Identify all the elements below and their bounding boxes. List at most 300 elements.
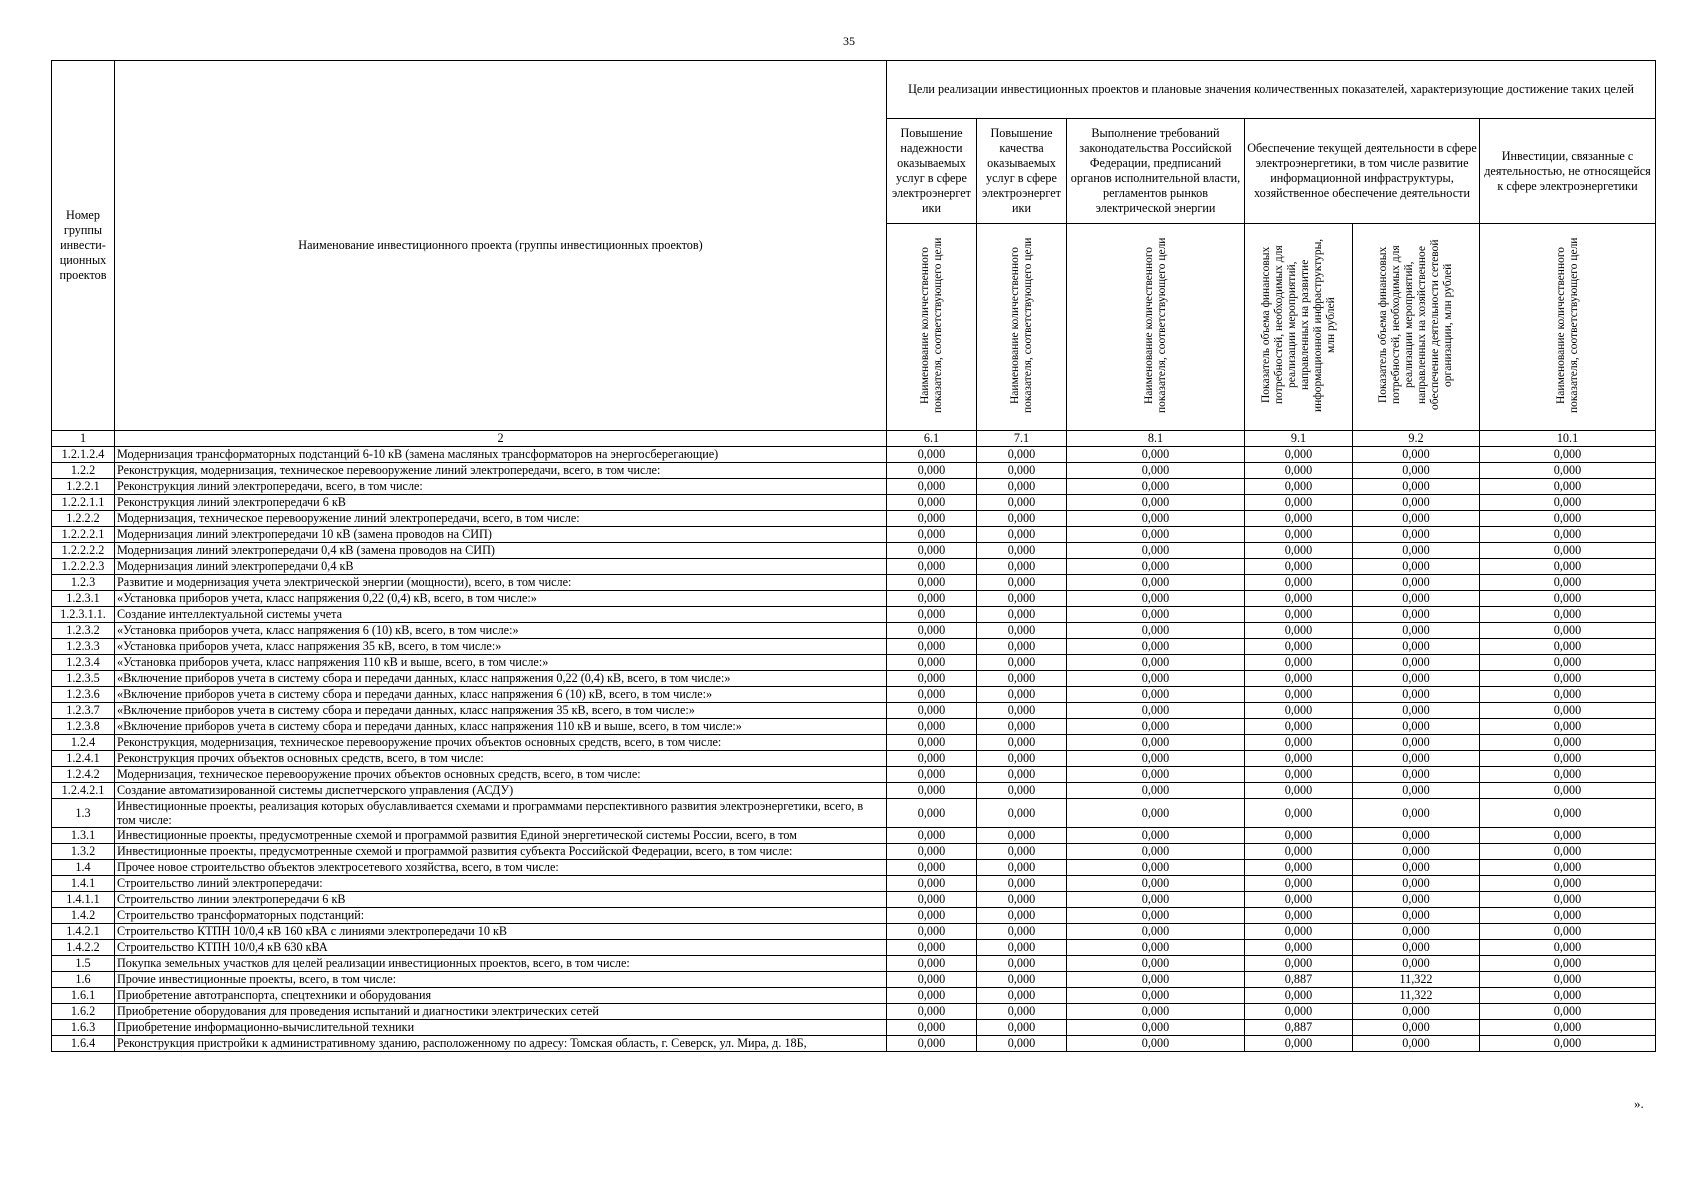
row-name: Строительство трансформаторных подстанций: [115, 908, 887, 924]
row-value: 0,000 [977, 527, 1067, 543]
row-name: «Установка приборов учета, класс напряжения 110 кВ и выше, всего, в том числе:» [115, 655, 887, 671]
row-name: Приобретение оборудования для проведения испытаний и диагностики электрических сетей [115, 1004, 887, 1020]
row-value: 0,000 [1480, 828, 1656, 844]
row-name: Реконструкция линий электропередачи 6 кВ [115, 495, 887, 511]
row-value: 0,000 [977, 799, 1067, 828]
row-value: 0,000 [1353, 940, 1480, 956]
row-value: 0,000 [1480, 719, 1656, 735]
row-value: 0,000 [1245, 940, 1353, 956]
row-value: 0,000 [887, 844, 977, 860]
row-code: 1.2.3.7 [52, 703, 115, 719]
row-value: 0,000 [1353, 1036, 1480, 1052]
row-value: 0,000 [1245, 671, 1353, 687]
row-value: 0,000 [887, 860, 977, 876]
row-code: 1.6.1 [52, 988, 115, 1004]
row-value: 0,000 [1353, 463, 1480, 479]
table-row [52, 972, 1656, 988]
row-value: 0,887 [1245, 972, 1353, 988]
row-value: 0,000 [1480, 623, 1656, 639]
row-value: 0,000 [887, 972, 977, 988]
table-row [52, 828, 1656, 844]
row-value: 0,000 [1245, 799, 1353, 828]
row-value: 0,000 [1480, 956, 1656, 972]
row-value: 0,000 [1480, 543, 1656, 559]
row-value: 0,000 [1067, 463, 1245, 479]
row-value: 0,000 [887, 735, 977, 751]
row-value: 0,000 [1480, 687, 1656, 703]
row-value: 0,000 [1067, 972, 1245, 988]
row-value: 0,000 [1480, 783, 1656, 799]
column-number: 10.1 [1480, 431, 1656, 447]
row-code: 1.4.2.2 [52, 940, 115, 956]
row-value: 0,000 [1245, 447, 1353, 463]
column-number: 6.1 [887, 431, 977, 447]
row-value: 0,000 [977, 543, 1067, 559]
row-value: 0,000 [887, 956, 977, 972]
row-value: 0,000 [977, 463, 1067, 479]
row-value: 0,000 [887, 828, 977, 844]
row-name: Модернизация, техническое перевооружение линий электропередачи, всего, в том числе: [115, 511, 887, 527]
row-value: 0,000 [1245, 623, 1353, 639]
row-value: 0,000 [887, 591, 977, 607]
table-row [52, 575, 1656, 591]
row-code: 1.2.4.1 [52, 751, 115, 767]
row-value: 0,000 [1245, 655, 1353, 671]
row-name: Строительство КТПН 10/0,4 кВ 160 кВА с линиями электропередачи 10 кВ [115, 924, 887, 940]
row-name: Прочие инвестиционные проекты, всего, в том числе: [115, 972, 887, 988]
row-value: 0,000 [1353, 924, 1480, 940]
table-row [52, 447, 1656, 463]
row-value: 0,000 [977, 972, 1067, 988]
row-value: 0,000 [977, 639, 1067, 655]
table-row [52, 543, 1656, 559]
row-value: 0,000 [1067, 687, 1245, 703]
table-row [52, 479, 1656, 495]
row-value: 0,000 [1067, 671, 1245, 687]
row-value: 0,000 [1245, 844, 1353, 860]
row-value: 0,000 [1480, 575, 1656, 591]
row-value: 0,000 [1353, 719, 1480, 735]
row-code: 1.4.2 [52, 908, 115, 924]
row-value: 0,000 [1067, 860, 1245, 876]
table-row [52, 559, 1656, 575]
table-row [52, 703, 1656, 719]
row-name: «Установка приборов учета, класс напряжения 6 (10) кВ, всего, в том числе:» [115, 623, 887, 639]
row-value: 0,000 [1353, 511, 1480, 527]
row-value: 0,000 [1067, 575, 1245, 591]
row-name: Реконструкция пристройки к административному зданию, расположенному по адресу: Томская область, г. Северск, ул. Мира, д. 18Б, [115, 1036, 887, 1052]
table-row [52, 892, 1656, 908]
row-value: 0,000 [1353, 447, 1480, 463]
table-row [52, 908, 1656, 924]
row-value: 0,000 [1480, 892, 1656, 908]
row-name: Приобретение автотранспорта, спецтехники и оборудования [115, 988, 887, 1004]
table-row [52, 860, 1656, 876]
row-value: 0,000 [1245, 860, 1353, 876]
row-name: Развитие и модернизация учета электрической энергии (мощности), всего, в том числе: [115, 575, 887, 591]
row-value: 0,000 [887, 924, 977, 940]
row-value: 0,000 [1480, 988, 1656, 1004]
row-value: 0,000 [1353, 1004, 1480, 1020]
row-name: Приобретение информационно-вычислительной техники [115, 1020, 887, 1036]
row-value: 0,000 [1480, 447, 1656, 463]
row-value: 0,000 [1353, 751, 1480, 767]
row-value: 0,000 [977, 623, 1067, 639]
row-value: 0,000 [1480, 751, 1656, 767]
header-project-name: Наименование инвестиционного проекта (группы инвестиционных проектов) [115, 61, 887, 431]
row-value: 0,887 [1245, 1020, 1353, 1036]
row-value: 0,000 [1245, 575, 1353, 591]
row-value: 0,000 [1480, 671, 1656, 687]
row-value: 11,322 [1353, 972, 1480, 988]
row-code: 1.2.2.1 [52, 479, 115, 495]
row-value: 0,000 [1245, 1004, 1353, 1020]
row-value: 0,000 [887, 559, 977, 575]
row-value: 0,000 [887, 1036, 977, 1052]
row-value: 0,000 [1067, 767, 1245, 783]
row-code: 1.2.3.6 [52, 687, 115, 703]
row-value: 0,000 [977, 591, 1067, 607]
table-row [52, 1020, 1656, 1036]
table-row [52, 527, 1656, 543]
table-row [52, 623, 1656, 639]
row-name: Строительство линии электропередачи 6 кВ [115, 892, 887, 908]
row-code: 1.2.2.2.1 [52, 527, 115, 543]
row-name: Модернизация линий электропередачи 0,4 кВ (замена проводов на СИП) [115, 543, 887, 559]
row-value: 0,000 [1480, 639, 1656, 655]
row-value: 0,000 [1245, 607, 1353, 623]
row-value: 0,000 [977, 908, 1067, 924]
row-value: 0,000 [1480, 972, 1656, 988]
row-value: 0,000 [977, 844, 1067, 860]
row-value: 0,000 [1245, 703, 1353, 719]
row-value: 0,000 [1067, 799, 1245, 828]
row-value: 0,000 [1353, 639, 1480, 655]
row-value: 0,000 [1480, 1036, 1656, 1052]
row-value: 0,000 [1353, 908, 1480, 924]
table-row [52, 844, 1656, 860]
row-value: 0,000 [887, 1020, 977, 1036]
row-value: 0,000 [887, 511, 977, 527]
row-value: 0,000 [1353, 495, 1480, 511]
row-value: 0,000 [1067, 447, 1245, 463]
row-value: 0,000 [1245, 495, 1353, 511]
row-value: 0,000 [1353, 527, 1480, 543]
row-value: 0,000 [1245, 767, 1353, 783]
row-name: Модернизация трансформаторных подстанций 6-10 кВ (замена масляных трансформаторов на энергосберегающие) [115, 447, 887, 463]
row-value: 0,000 [1067, 735, 1245, 751]
row-value: 0,000 [887, 527, 977, 543]
row-value: 0,000 [1480, 1020, 1656, 1036]
table-row [52, 956, 1656, 972]
row-code: 1.4 [52, 860, 115, 876]
row-value: 0,000 [1353, 591, 1480, 607]
row-value: 0,000 [887, 655, 977, 671]
row-value: 0,000 [1245, 559, 1353, 575]
row-value: 0,000 [1245, 988, 1353, 1004]
header-indicator-10-1: Наименование количественного показателя, соответствующего цели [1480, 224, 1656, 431]
table-row [52, 687, 1656, 703]
row-value: 0,000 [1353, 767, 1480, 783]
row-code: 1.2.4 [52, 735, 115, 751]
row-name: Реконструкция прочих объектов основных средств, всего, в том числе: [115, 751, 887, 767]
row-code: 1.4.2.1 [52, 924, 115, 940]
table-row [52, 719, 1656, 735]
row-value: 0,000 [1480, 527, 1656, 543]
row-code: 1.2.3.5 [52, 671, 115, 687]
row-value: 0,000 [1353, 623, 1480, 639]
row-value: 0,000 [1067, 956, 1245, 972]
row-value: 0,000 [887, 607, 977, 623]
row-value: 0,000 [887, 543, 977, 559]
row-name: «Установка приборов учета, класс напряжения 35 кВ, всего, в том числе:» [115, 639, 887, 655]
row-code: 1.2.2.2 [52, 511, 115, 527]
row-value: 0,000 [977, 655, 1067, 671]
table-row [52, 511, 1656, 527]
row-value: 0,000 [1067, 479, 1245, 495]
header-quality: Повышение качества оказываемых услуг в сфере электроэнергет ики [977, 119, 1067, 224]
row-value: 0,000 [1067, 527, 1245, 543]
row-name: Инвестиционные проекты, предусмотренные схемой и программой развития субъекта Российской Федерации, всего, в том числе: [115, 844, 887, 860]
row-value: 0,000 [1067, 751, 1245, 767]
row-value: 0,000 [887, 988, 977, 1004]
row-value: 0,000 [1353, 735, 1480, 751]
table-row [52, 495, 1656, 511]
row-code: 1.2.4.2.1 [52, 783, 115, 799]
table-row [52, 671, 1656, 687]
row-value: 0,000 [1067, 495, 1245, 511]
page-number: 35 [843, 34, 855, 48]
row-value: 0,000 [1480, 940, 1656, 956]
row-value: 0,000 [977, 1004, 1067, 1020]
row-value: 0,000 [1067, 607, 1245, 623]
row-value: 0,000 [1480, 511, 1656, 527]
table-header [52, 61, 1656, 447]
row-value: 0,000 [887, 767, 977, 783]
row-value: 0,000 [1353, 956, 1480, 972]
row-value: 0,000 [1353, 892, 1480, 908]
row-value: 0,000 [887, 892, 977, 908]
row-value: 0,000 [1480, 908, 1656, 924]
row-value: 0,000 [1353, 543, 1480, 559]
table-row [52, 940, 1656, 956]
row-value: 0,000 [1353, 479, 1480, 495]
row-value: 0,000 [1245, 1036, 1353, 1052]
row-value: 0,000 [1067, 719, 1245, 735]
row-value: 0,000 [1245, 591, 1353, 607]
row-value: 0,000 [1353, 828, 1480, 844]
table-row [52, 735, 1656, 751]
row-value: 0,000 [887, 799, 977, 828]
row-value: 0,000 [1067, 844, 1245, 860]
row-value: 0,000 [1067, 908, 1245, 924]
header-indicator-8-1: Наименование количественного показателя, соответствующего цели [1067, 224, 1245, 431]
row-value: 0,000 [977, 783, 1067, 799]
row-value: 0,000 [1480, 607, 1656, 623]
row-value: 0,000 [1067, 876, 1245, 892]
row-value: 0,000 [977, 892, 1067, 908]
row-code: 1.2.4.2 [52, 767, 115, 783]
row-value: 0,000 [1245, 527, 1353, 543]
header-goals: Цели реализации инвестиционных проектов и плановые значения количественных показателей, характеризующие достижение таких целей [887, 61, 1656, 119]
header-indicator-6-1: Наименование количественного показателя, соответствующего цели [887, 224, 977, 431]
table-row [52, 655, 1656, 671]
row-code: 1.6.2 [52, 1004, 115, 1020]
row-code: 1.6 [52, 972, 115, 988]
table-row [52, 591, 1656, 607]
row-value: 0,000 [1353, 687, 1480, 703]
row-name: Реконструкция, модернизация, техническое перевооружение линий электропередачи, всего, в том числе: [115, 463, 887, 479]
table-row [52, 876, 1656, 892]
row-code: 1.2.2.2.3 [52, 559, 115, 575]
row-value: 0,000 [1245, 511, 1353, 527]
row-value: 0,000 [1245, 876, 1353, 892]
row-value: 0,000 [1480, 767, 1656, 783]
row-value: 0,000 [1067, 511, 1245, 527]
row-value: 0,000 [1480, 591, 1656, 607]
row-value: 0,000 [977, 956, 1067, 972]
row-name: «Включение приборов учета в систему сбора и передачи данных, класс напряжения 6 (10) кВ, всего, в том числе:» [115, 687, 887, 703]
row-value: 0,000 [1480, 799, 1656, 828]
row-name: «Включение приборов учета в систему сбора и передачи данных, класс напряжения 0,22 (0,4) кВ, всего, в том числе:» [115, 671, 887, 687]
row-value: 0,000 [977, 687, 1067, 703]
column-numbers-row [52, 431, 1656, 447]
row-value: 0,000 [1067, 639, 1245, 655]
row-value: 0,000 [977, 860, 1067, 876]
column-number: 9.1 [1245, 431, 1353, 447]
header-indicator-9-2: Показатель объема финансовых потребностей, необходимых для реализации мероприятий, направленных на хозяйственное обеспечение деятельности сетевой организации, млн рублей [1353, 224, 1480, 431]
row-code: 1.4.1 [52, 876, 115, 892]
row-value: 0,000 [977, 735, 1067, 751]
row-value: 0,000 [977, 924, 1067, 940]
header-indicator-7-1: Наименование количественного показателя, соответствующего цели [977, 224, 1067, 431]
row-value: 0,000 [1480, 479, 1656, 495]
row-value: 0,000 [1480, 735, 1656, 751]
row-name: Реконструкция линий электропередачи, всего, в том числе: [115, 479, 887, 495]
column-number: 7.1 [977, 431, 1067, 447]
row-value: 0,000 [1245, 751, 1353, 767]
row-code: 1.4.1.1 [52, 892, 115, 908]
row-value: 0,000 [1353, 703, 1480, 719]
row-value: 0,000 [1245, 687, 1353, 703]
row-value: 0,000 [977, 828, 1067, 844]
row-code: 1.2.2 [52, 463, 115, 479]
row-value: 0,000 [1353, 671, 1480, 687]
row-value: 0,000 [1353, 860, 1480, 876]
row-value: 0,000 [1353, 799, 1480, 828]
row-code: 1.2.1.2.4 [52, 447, 115, 463]
row-code: 1.3.2 [52, 844, 115, 860]
row-code: 1.2.3 [52, 575, 115, 591]
row-value: 0,000 [977, 719, 1067, 735]
row-value: 0,000 [1067, 623, 1245, 639]
row-value: 0,000 [887, 447, 977, 463]
row-name: «Установка приборов учета, класс напряжения 0,22 (0,4) кВ, всего, в том числе:» [115, 591, 887, 607]
investment-goals-table [51, 60, 1656, 1052]
row-value: 0,000 [1067, 783, 1245, 799]
row-value: 0,000 [1353, 607, 1480, 623]
row-value: 0,000 [1480, 655, 1656, 671]
row-name: Модернизация линий электропередачи 0,4 кВ [115, 559, 887, 575]
row-value: 0,000 [1067, 1020, 1245, 1036]
row-value: 0,000 [1245, 735, 1353, 751]
row-value: 0,000 [1067, 703, 1245, 719]
row-name: «Включение приборов учета в систему сбора и передачи данных, класс напряжения 35 кВ, всего, в том числе:» [115, 703, 887, 719]
row-value: 0,000 [1480, 844, 1656, 860]
row-value: 0,000 [977, 940, 1067, 956]
row-value: 0,000 [1353, 876, 1480, 892]
row-value: 0,000 [887, 908, 977, 924]
row-value: 0,000 [1353, 1020, 1480, 1036]
row-code: 1.3 [52, 799, 115, 828]
row-value: 0,000 [1480, 495, 1656, 511]
row-value: 0,000 [887, 479, 977, 495]
row-value: 0,000 [1067, 559, 1245, 575]
row-value: 0,000 [977, 607, 1067, 623]
row-value: 0,000 [887, 575, 977, 591]
row-value: 0,000 [1245, 892, 1353, 908]
row-name: Создание автоматизированной системы диспетчерского управления (АСДУ) [115, 783, 887, 799]
row-code: 1.2.3.1.1. [52, 607, 115, 623]
table-row [52, 988, 1656, 1004]
row-value: 0,000 [1480, 876, 1656, 892]
row-name: «Включение приборов учета в систему сбора и передачи данных, класс напряжения 110 кВ и выше, всего, в том числе:» [115, 719, 887, 735]
row-value: 0,000 [1480, 924, 1656, 940]
header-indicator-9-1: Показатель объема финансовых потребностей, необходимых для реализации мероприятий, направленных на развитие информационной инфраструктуры, млн рублей [1245, 224, 1353, 431]
table-row [52, 799, 1656, 828]
row-value: 0,000 [1245, 543, 1353, 559]
row-value: 0,000 [1245, 463, 1353, 479]
row-code: 1.2.3.1 [52, 591, 115, 607]
row-value: 0,000 [977, 876, 1067, 892]
row-value: 0,000 [1067, 591, 1245, 607]
row-name: Модернизация линий электропередачи 10 кВ (замена проводов на СИП) [115, 527, 887, 543]
row-value: 0,000 [977, 1020, 1067, 1036]
row-value: 0,000 [887, 463, 977, 479]
row-value: 0,000 [887, 687, 977, 703]
row-value: 0,000 [1067, 924, 1245, 940]
table-row [52, 463, 1656, 479]
row-value: 0,000 [887, 876, 977, 892]
row-value: 0,000 [1245, 956, 1353, 972]
row-value: 0,000 [887, 671, 977, 687]
row-name: Инвестиционные проекты, реализация которых обуславливается схемами и программами перспективного развития электроэнергетики, всего, в том числе: [115, 799, 887, 828]
row-value: 0,000 [887, 703, 977, 719]
row-value: 0,000 [977, 495, 1067, 511]
row-value: 0,000 [887, 1004, 977, 1020]
column-number: 9.2 [1353, 431, 1480, 447]
row-name: Реконструкция, модернизация, техническое перевооружение прочих объектов основных средств, всего, в том числе: [115, 735, 887, 751]
row-value: 0,000 [1245, 908, 1353, 924]
table-row [52, 607, 1656, 623]
row-value: 0,000 [977, 479, 1067, 495]
row-value: 0,000 [977, 988, 1067, 1004]
table-body [52, 447, 1656, 1052]
row-name: Строительство КТПН 10/0,4 кВ 630 кВА [115, 940, 887, 956]
row-code: 1.2.2.1.1 [52, 495, 115, 511]
row-name: Прочее новое строительство объектов электросетевого хозяйства, всего, в том числе: [115, 860, 887, 876]
row-value: 0,000 [887, 623, 977, 639]
row-value: 0,000 [1353, 783, 1480, 799]
column-number: 1 [52, 431, 115, 447]
row-value: 0,000 [887, 783, 977, 799]
row-value: 0,000 [887, 719, 977, 735]
row-value: 0,000 [977, 767, 1067, 783]
row-value: 0,000 [1353, 655, 1480, 671]
row-value: 0,000 [1245, 639, 1353, 655]
column-number: 8.1 [1067, 431, 1245, 447]
row-value: 0,000 [1067, 828, 1245, 844]
